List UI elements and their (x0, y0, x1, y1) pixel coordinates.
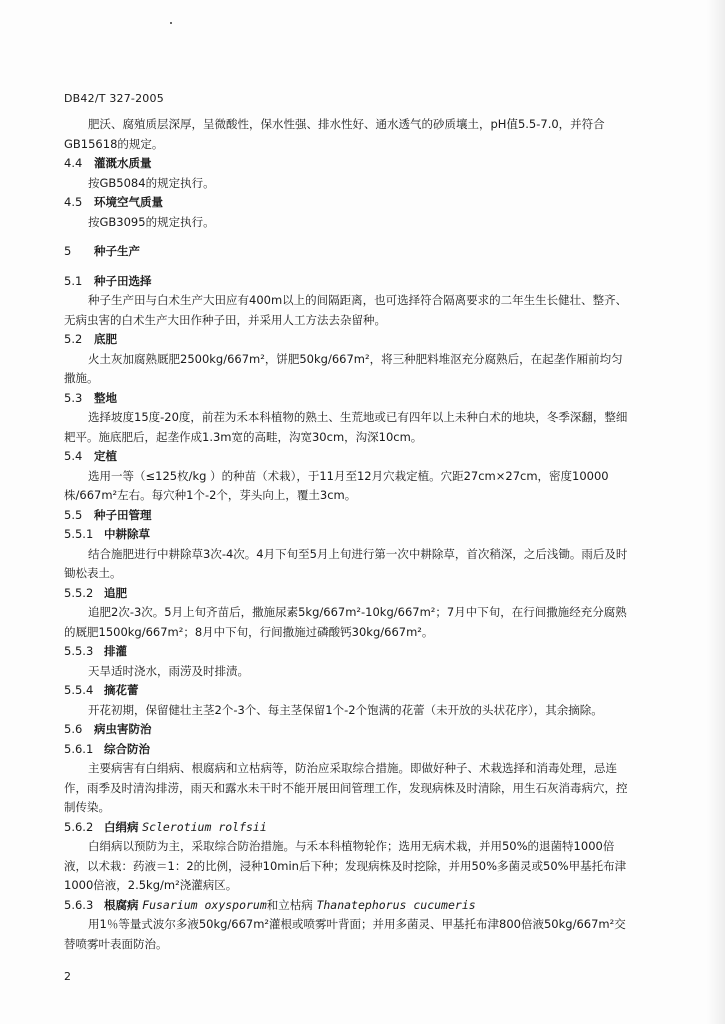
standard-header: DB42/T 327-2005 (64, 92, 164, 105)
section-4-5-body: 按GB3095的规定执行。 (88, 214, 215, 229)
section-5-4-body: 选用一等（≤125枚/kg ）的种苗（术栽），于11月至12月穴栽定植。穴距27cm×27cm，密度10000株/667m²左右。每穴种1个-2个，芽头向上，覆土3cm。 (64, 468, 609, 502)
section-5-heading: 5 种子生产 (64, 244, 140, 258)
section-4-5-heading: 4.5 环境空气质量 (64, 195, 163, 209)
section-4-4-heading: 4.4 灌溉水质量 (64, 156, 152, 170)
section-5-6-1-body: 主要病害有白绢病、根腐病和立枯病等，防治应采取综合措施。即做好种子、术栽选择和消毒处理，忌连作，雨季及时清沟排涝，雨天和露水未干时不能开展田间管理工作，发现病株及时清除，用生石灰消毒病穴，控制传染。 (64, 761, 628, 814)
section-5-3-heading: 5.3 整地 (64, 390, 117, 405)
document-body (64, 115, 632, 954)
section-5-5-heading: 5.5 种子田管理 (64, 507, 152, 522)
section-5-5-3-body: 天旱适时浇水，雨涝及时排渍。 (88, 663, 249, 678)
section-5-6-3-body: 用1％等量式波尔多液50kg/667m²灌根或喷雾叶背面；并用多菌灵、甲基托布津800倍液50kg/667m²交替喷雾叶表面防治。 (64, 917, 626, 951)
intro-paragraph: 肥沃、腐殖质层深厚，呈微酸性，保水性强、排水性好、通水透气的砂质壤土，pH值5.5-7.0，并符合GB15618的规定。 (64, 117, 605, 151)
section-5-5-3-heading: 5.5.3 排灌 (64, 644, 127, 658)
section-5-5-4-body: 开花初期，保留健壮主茎2个-3个、每主茎保留1个-2个饱满的花蕾（未开放的头状花序），其余摘除。 (88, 702, 603, 717)
section-5-1-heading: 5.1 种子田选择 (64, 273, 152, 288)
section-5-3-body: 选择坡度15度-20度，前茬为禾本科植物的熟土、生荒地或已有四年以上未种白术的地块，冬季深翻，整细耙平。施底肥后，起垄作成1.3m宽的高畦，沟宽30cm，沟深10cm。 (64, 410, 628, 444)
section-5-2-body: 火土灰加腐熟厩肥2500kg/667m²，饼肥50kg/667m²，将三种肥料堆沤充分腐熟后，在起垄作厢前均匀撒施。 (64, 351, 623, 385)
latin-name: Sclerotium rolfsii (142, 819, 267, 834)
section-5-5-2-body: 追肥2次-3次。5月上旬齐苗后，撒施尿素5kg/667m²-10kg/667m²；7月中下旬，在行间撒施经充分腐熟的厩肥1500kg/667m²；8月中下旬，行间撒施过磷酸钙30kg/667m²。 (64, 605, 627, 639)
section-5-4-heading: 5.4 定植 (64, 449, 117, 463)
section-4-4-body: 按GB5084的规定执行。 (88, 175, 215, 190)
section-5-5-2-heading: 5.5.2 追肥 (64, 585, 127, 600)
scan-speck (170, 22, 172, 24)
section-5-5-4-heading: 5.5.4 摘花蕾 (64, 683, 139, 697)
section-5-5-1-heading: 5.5.1 中耕除草 (64, 527, 150, 541)
page-number: 2 (64, 970, 71, 983)
section-5-5-1-body: 结合施肥进行中耕除草3次-4次。4月下旬至5月上旬进行第一次中耕除草，首次稍深，之后浅锄。雨后及时锄松表土。 (64, 546, 628, 580)
section-5-6-3-heading: 5.6.3 根腐病 Fusarium oxysporum和立枯病 Thanatephorus cucumeris (64, 897, 476, 912)
section-5-6-2-body: 白绢病以预防为主，采取综合防治措施。与禾本科植物轮作；选用无病术栽，并用50%的退菌特1000倍液，以术栽：药液＝1：2的比例，浸种10min后下种；发现病株及时挖除，并用50%多菌灵或50%甲基托布津1000倍液，2.5kg/m²浇灌病区。 (64, 839, 627, 892)
latin-name: Thanatephorus cucumeris (316, 897, 476, 912)
latin-name: Fusarium oxysporum (142, 897, 267, 912)
section-5-6-2-heading: 5.6.2 白绢病 Sclerotium rolfsii (64, 819, 267, 834)
page-edge-shadow (707, 0, 725, 1024)
section-5-2-heading: 5.2 底肥 (64, 332, 117, 346)
section-5-6-1-heading: 5.6.1 综合防治 (64, 741, 150, 756)
section-5-6-heading: 5.6 病虫害防治 (64, 722, 152, 736)
section-5-1-body: 种子生产田与白术生产大田应有400m以上的间隔距离，也可选择符合隔离要求的二年生生长健壮、整齐、无病虫害的白术生产大田作种子田，并采用人工方法去杂留种。 (64, 293, 628, 327)
